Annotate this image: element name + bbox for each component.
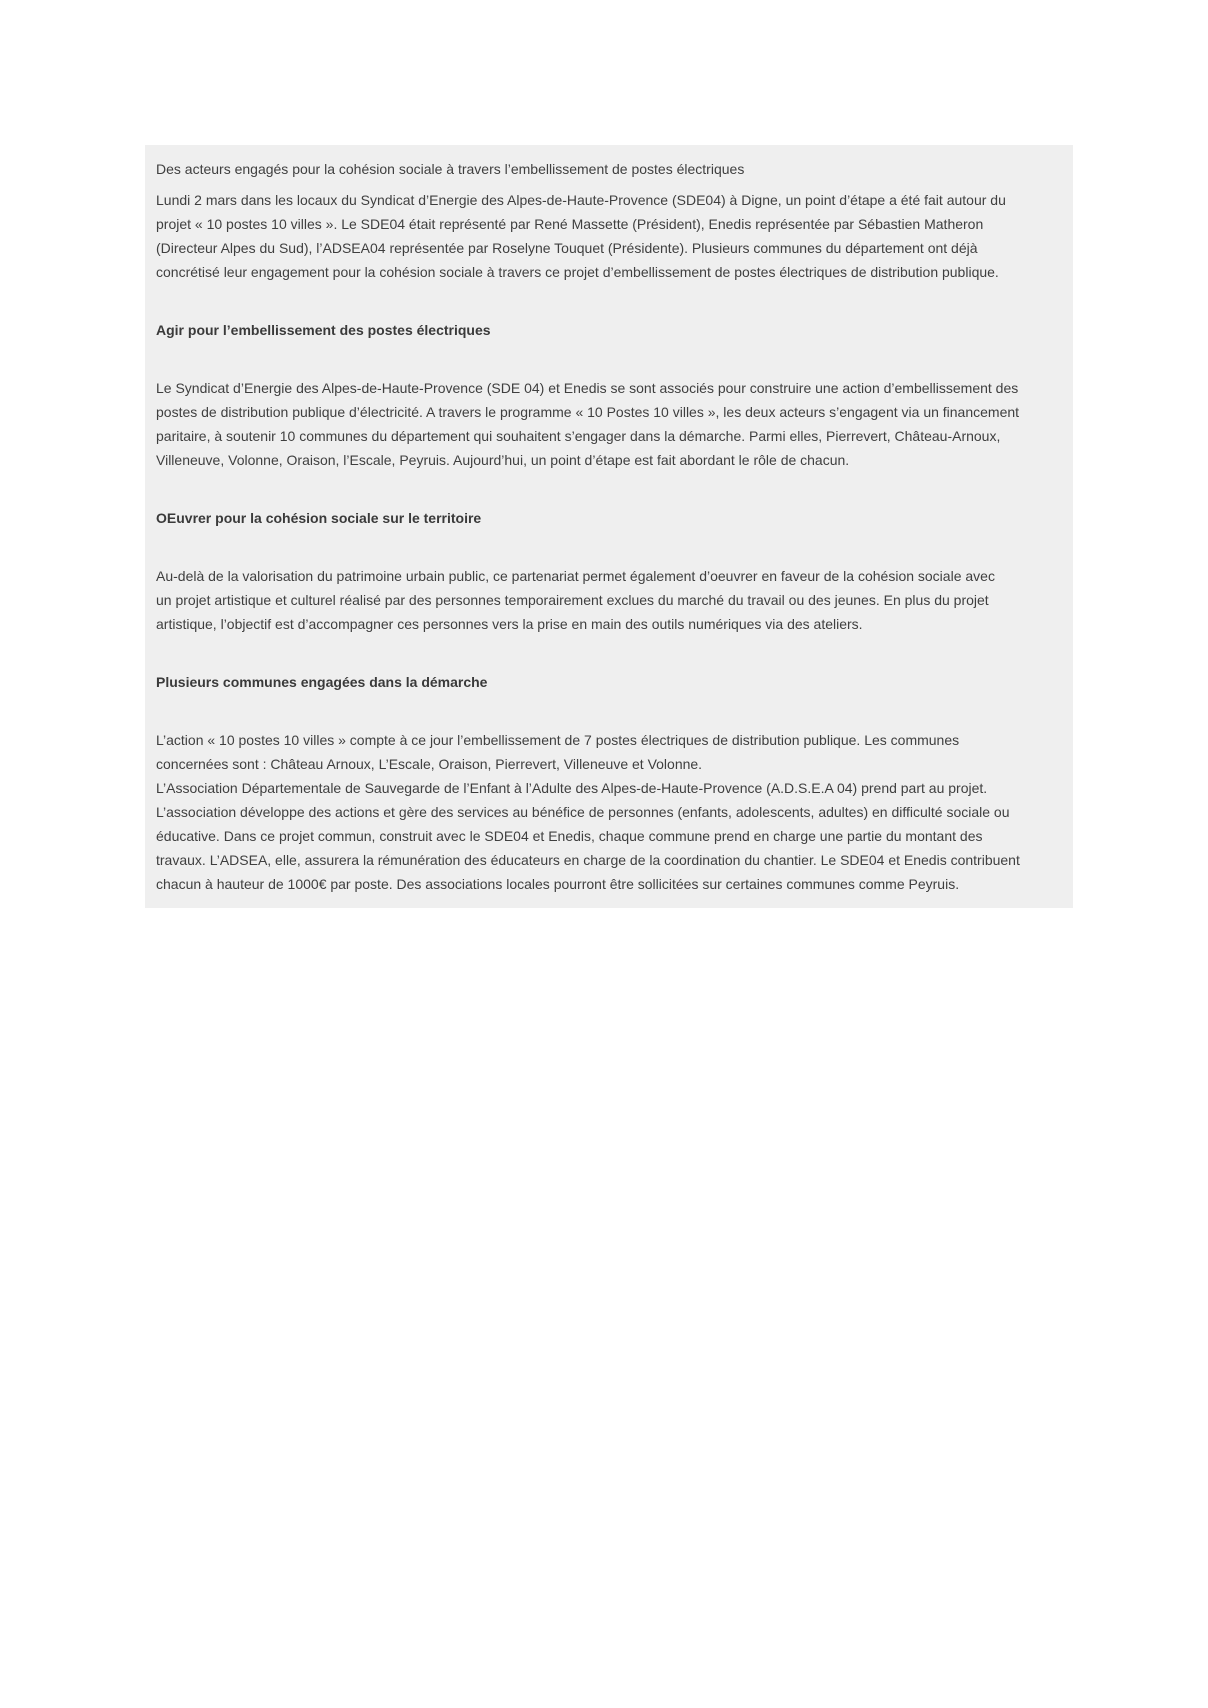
paragraph-line: artistique, l’objectif est d’accompagner ces personnes vers la prise en main des outils numériques via des ateliers. [156, 616, 863, 632]
paragraph-line: un projet artistique et culturel réalisé par des personnes temporairement exclues du marché du travail ou des jeunes. En plus du projet [156, 592, 989, 608]
section-heading-communes: Plusieurs communes engagées dans la démarche [156, 674, 488, 690]
article-title: Des acteurs engagés pour la cohésion sociale à travers l’embellissement de postes électriques [156, 161, 745, 177]
paragraph-line: (Directeur Alpes du Sud), l’ADSEA04 représentée par Roselyne Touquet (Présidente). Plusieurs communes du département ont déjà [156, 240, 978, 256]
paragraph-line: travaux. L’ADSEA, elle, assurera la rémunération des éducateurs en charge de la coordination du chantier. Le SDE04 et Enedis contribuent [156, 852, 1020, 868]
spacer [156, 342, 1062, 376]
spacer [156, 694, 1062, 728]
paragraph-line: éducative. Dans ce projet commun, construit avec le SDE04 et Enedis, chaque commune prend en charge une partie du montant des [156, 828, 983, 844]
paragraph-line: postes de distribution publique d’électricité. A travers le programme « 10 Postes 10 villes », les deux acteurs s’engagent via un financement [156, 404, 1020, 420]
paragraph-line: Villeneuve, Volonne, Oraison, l’Escale, Peyruis. Aujourd’hui, un point d’étape est fait abordant le rôle de chacun. [156, 452, 850, 468]
section-paragraph-embellissement [156, 376, 1062, 472]
paragraph-line: Le Syndicat d’Energie des Alpes-de-Haute-Provence (SDE 04) et Enedis se sont associés pour construire une action d’embellissement des [156, 380, 1019, 396]
paragraph-line: concernées sont : Château Arnoux, L’Escale, Oraison, Pierrevert, Villeneuve et Volonne. [156, 756, 703, 772]
section-paragraph-cohesion [156, 564, 1062, 636]
paragraph-line: Lundi 2 mars dans les locaux du Syndicat d’Energie des Alpes-de-Haute-Provence (SDE04) à Digne, un point d’étape a été fait autour du [156, 192, 1006, 208]
paragraph-line: L’association développe des actions et gère des services au bénéfice de personnes (enfants, adolescents, adultes) en difficulté sociale ou [156, 804, 1010, 820]
spacer [156, 530, 1062, 564]
spacer [156, 636, 1062, 670]
section-heading-embellissement: Agir pour l’embellissement des postes électriques [156, 322, 491, 338]
intro-paragraph [156, 188, 1062, 284]
section-heading-cohesion: OEuvrer pour la cohésion sociale sur le territoire [156, 510, 482, 526]
spacer [156, 472, 1062, 506]
paragraph-line: L’Association Départementale de Sauvegarde de l’Enfant à l’Adulte des Alpes-de-Haute-Provence (A.D.S.E.A 04) prend part au projet. [156, 780, 988, 796]
paragraph-line: chacun à hauteur de 1000€ par poste. Des associations locales pourront être sollicitées sur certaines communes comme Peyruis. [156, 876, 960, 892]
paragraph-line: Au-delà de la valorisation du patrimoine urbain public, ce partenariat permet également d’oeuvrer en faveur de la cohésion sociale avec [156, 568, 995, 584]
paragraph-line: L’action « 10 postes 10 villes » compte à ce jour l’embellissement de 7 postes électriques de distribution publique. Les communes [156, 732, 960, 748]
paragraph-line: paritaire, à soutenir 10 communes du département qui souhaitent s’engager dans la démarche. Parmi elles, Pierrevert, Château-Arnoux, [156, 428, 1001, 444]
section-paragraph-communes [156, 728, 1062, 896]
article-box [145, 145, 1073, 908]
spacer [156, 284, 1062, 318]
paragraph-line: projet « 10 postes 10 villes ». Le SDE04 était représenté par René Massette (Président), Enedis représentée par Sébastien Matheron [156, 216, 984, 232]
paragraph-line: concrétisé leur engagement pour la cohésion sociale à travers ce projet d’embellissement de postes électriques de distribution publique. [156, 264, 999, 280]
